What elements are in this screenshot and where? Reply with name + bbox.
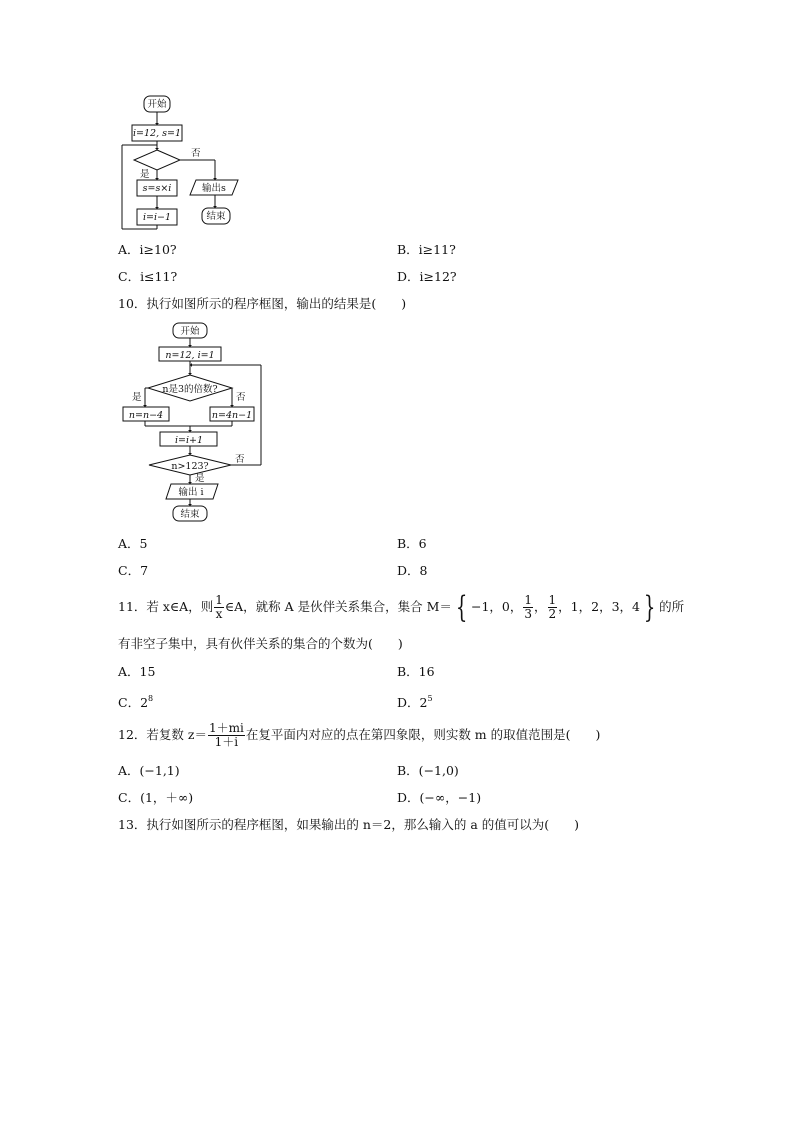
fc1-body1: s=s×i [142,183,172,194]
q12-option-a: A．(−1,1) [118,763,180,778]
fc2-no2: 否 [235,454,245,465]
fc1-yes: 是 [140,169,150,180]
fc2-cond2: n>123? [171,461,209,472]
fc1-start: 开始 [147,99,167,110]
q10-option-d: D．8 [397,563,428,578]
fc1-init: i=12, s=1 [132,128,182,139]
q11-option-a: A．15 [118,664,156,679]
fc2-cond: n是3的倍数? [162,384,218,395]
q12-option-c: C．(1，＋∞) [118,790,194,805]
fc2-init: n=12, i=1 [165,350,215,361]
q12-option-b: B．(−1,0) [397,763,459,778]
q11-pre: 11．若 x∈A，则 [118,599,214,614]
fc2-start: 开始 [180,326,200,337]
q10-option-c: C．7 [118,563,149,578]
q10-option-b: B．6 [397,536,427,551]
q9-option-a: A．i≥10? [118,242,177,257]
q9-option-d: D．i≥12? [397,269,457,284]
fc1-no: 否 [191,148,201,159]
q9-option-b: B．i≥11? [397,242,456,257]
fc2-left: n=n−4 [128,410,164,421]
fc2-no: 否 [236,392,246,403]
q10-option-a: A．5 [118,536,148,551]
q10-stem: 10．执行如图所示的程序框图，输出的结果是( ) [118,296,407,311]
q11-frac: $\frac{1}{x}$ [215,593,223,621]
flowchart-q10 [115,320,275,525]
q9-option-c: C．i≤11? [118,269,178,284]
q12-stem: 12．若复数 z＝ $\frac{1+mi}{1+i}$ 在复平面内对应的点在第四象限，则实数 m 的取值范围是( ) [118,721,601,749]
fc2-end: 结束 [180,509,200,520]
fc1-end: 结束 [206,211,226,222]
fc2-yes: 是 [132,392,142,403]
fc2-right: n=4n−1 [211,410,253,421]
q11-stem-line1: 11．若 x∈A，则 $\frac{1}{x}$ ∈A，就称 A 是伙伴关系集合，集合 M＝ { −1，0， $\frac{1}{3}$ ， $\frac{1}{2}$ ，1，2，3，4 } 的所 [118,589,685,625]
q13-stem: 13．执行如图所示的程序框图，如果输出的 n＝2，那么输入的 a 的值可以为( ) [118,817,580,832]
fc2-yes2: 是 [195,473,205,484]
flowchart-q9 [115,92,255,232]
fc1-body2: i=i−1 [142,212,172,223]
q11-mid: ∈A，就称 A 是伙伴关系集合，集合 M＝ [224,599,452,614]
q11-option-d: D．$2^5$ [397,694,433,710]
q12-option-d: D．(−∞，−1) [397,790,482,805]
q11-option-c: C．$2^8$ [118,694,154,710]
q11-stem-line2: 有非空子集中，具有伙伴关系的集合的个数为( ) [118,636,403,651]
q11-option-b: B．16 [397,664,435,679]
fc1-output: 输出s [202,183,226,194]
fc2-inc: i=i+1 [174,435,204,446]
fc2-output: 输出 i [178,487,204,498]
q12-frac: $\frac{1+mi}{1+i}$ [208,721,244,749]
